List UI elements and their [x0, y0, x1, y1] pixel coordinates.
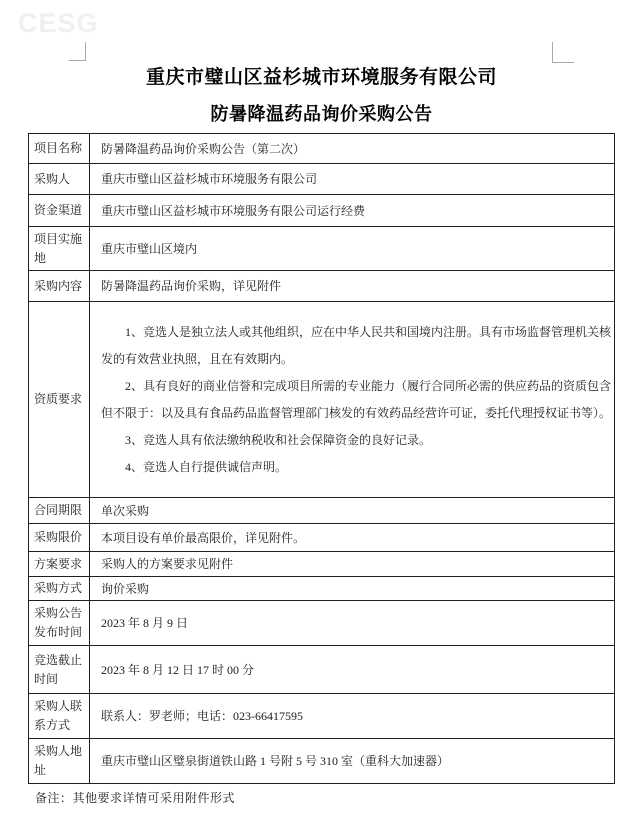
- row-value: 单次采购: [90, 498, 615, 524]
- row-label: 采购人: [29, 164, 90, 195]
- remark-note: 备注：其他要求详情可采用附件形式: [35, 791, 236, 805]
- row-label: 采购内容: [29, 271, 90, 302]
- row-implementation-site: [29, 227, 615, 271]
- row-bid-deadline: [29, 646, 615, 694]
- row-label: 资质要求: [29, 302, 90, 498]
- row-contract-term: [29, 498, 615, 524]
- row-purchaser: [29, 164, 615, 195]
- row-label: 竞选截止时间: [29, 646, 90, 694]
- row-label: 项目名称: [29, 134, 90, 164]
- top-left-margin-mark: [69, 42, 86, 61]
- row-label: 采购公告发布时间: [29, 601, 90, 646]
- row-value: 防暑降温药品询价采购公告（第二次）: [90, 134, 615, 164]
- cesg-watermark: CESG: [18, 8, 99, 38]
- doc-title: 重庆市璧山区益杉城市环境服务有限公司: [145, 67, 497, 88]
- row-purchaser-address: [29, 739, 615, 784]
- row-value: 防暑降温药品询价采购，详见附件: [90, 271, 615, 302]
- row-value: 联系人：罗老师；电话：023-66417595: [90, 694, 615, 739]
- row-plan-requirements: [29, 552, 615, 577]
- notice-table: [28, 133, 615, 784]
- row-value: 重庆市璧山区璧泉街道铁山路 1 号附 5 号 310 室（重科大加速器）: [90, 739, 615, 784]
- row-label: 资金渠道: [29, 195, 90, 227]
- row-label: 方案要求: [29, 552, 90, 577]
- row-price-limit: [29, 524, 615, 552]
- row-project-name: [29, 134, 615, 164]
- row-announcement-date: [29, 601, 615, 646]
- row-label: 合同期限: [29, 498, 90, 524]
- row-procurement-content: [29, 271, 615, 302]
- qualification-paragraph: 4、竞选人自行提供诚信声明。: [125, 459, 288, 474]
- row-value: 重庆市璧山区益杉城市环境服务有限公司运行经费: [90, 195, 615, 227]
- row-label: 采购人联系方式: [29, 694, 90, 739]
- doc-subtitle: 防暑降温药品询价采购公告: [210, 104, 433, 124]
- row-value: 本项目设有单价最高限价，详见附件。: [90, 524, 615, 552]
- row-value: [90, 302, 615, 498]
- row-qualification-requirements: [29, 302, 615, 498]
- qualification-paragraph: 3、竞选人具有依法缴纳税收和社会保障资金的良好记录。: [125, 432, 432, 447]
- qualification-paragraph: 1、竞选人是独立法人或其他组织，应在中华人民共和国境内注册。具有市场监督管理机关核发的有效营业执照，且在有效期内。: [101, 324, 612, 366]
- row-value: 采购人的方案要求见附件: [90, 552, 615, 577]
- qualification-paragraph: 2、具有良好的商业信誉和完成项目所需的专业能力（履行合同所必需的供应药品的资质包含但不限于：以及具有食品药品监督管理部门核发的有效药品经营许可证，委托代理授权证书等）。: [101, 378, 612, 420]
- row-label: 采购人地址: [29, 739, 90, 784]
- row-value: 重庆市璧山区益杉城市环境服务有限公司: [90, 164, 615, 195]
- row-label: 采购方式: [29, 577, 90, 601]
- row-value: 2023 年 8 月 9 日: [90, 601, 615, 646]
- row-value: 重庆市璧山区境内: [90, 227, 615, 271]
- row-procurement-method: [29, 577, 615, 601]
- row-label: 采购限价: [29, 524, 90, 552]
- row-value: 2023 年 8 月 12 日 17 时 00 分: [90, 646, 615, 694]
- top-right-margin-mark: [552, 42, 574, 63]
- row-funding-source: [29, 195, 615, 227]
- row-purchaser-contact: [29, 694, 615, 739]
- row-value: 询价采购: [90, 577, 615, 601]
- row-label: 项目实施地: [29, 227, 90, 271]
